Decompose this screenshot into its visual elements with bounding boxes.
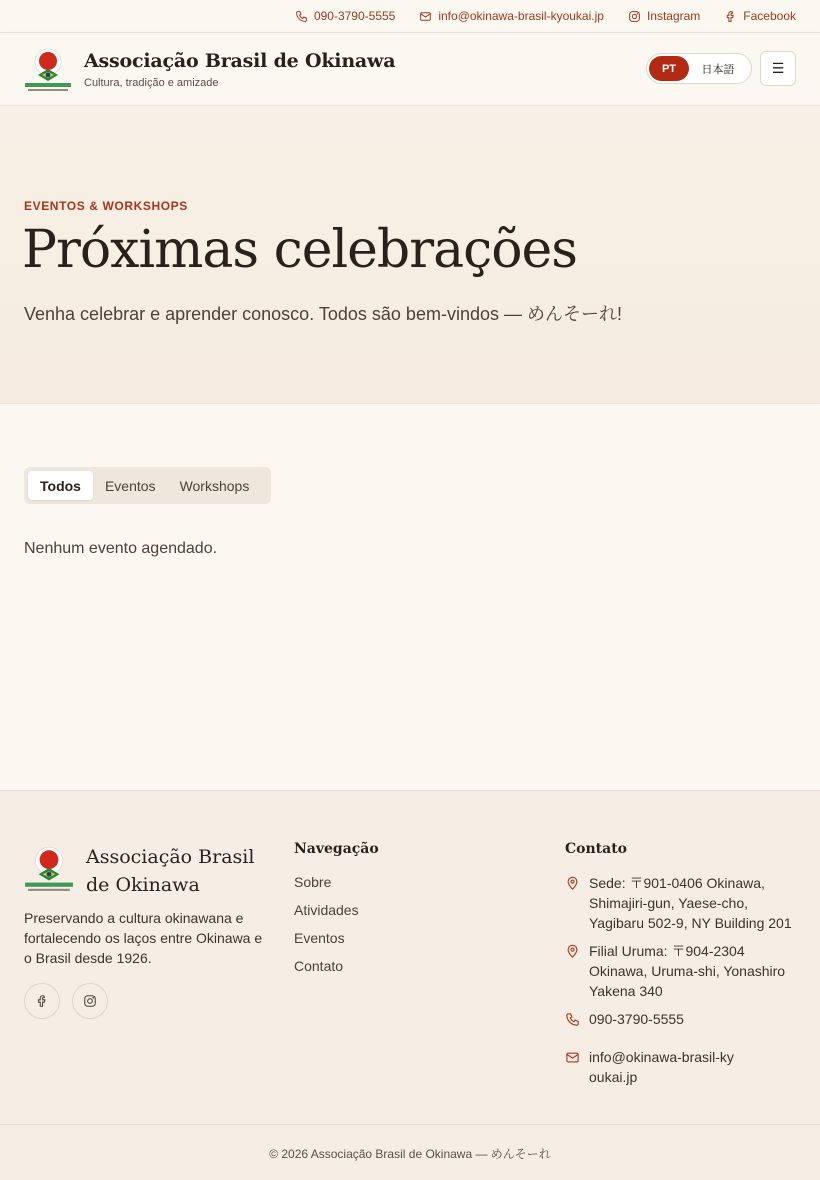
- section-eyebrow: EVENTOS & WORKSHOPS: [24, 199, 188, 213]
- footer-nav: [294, 873, 359, 985]
- topbar-facebook-link[interactable]: [724, 9, 796, 23]
- contact-filial-text: Filial Uruma: 〒904-2304 Okinawa, Uruma-shi, Yonashiro Yakena 340: [589, 943, 786, 999]
- topbar-email-label: info@okinawa-brasil-kyoukai.jp: [438, 9, 604, 23]
- footer-instagram-button[interactable]: [72, 983, 108, 1019]
- page-subtitle: Venha celebrar e aprender conosco. Todos são bem-vindos — めんそーれ!: [24, 304, 622, 324]
- topbar-instagram-link[interactable]: [628, 9, 700, 23]
- facebook-icon: [724, 10, 737, 23]
- contact-phone[interactable]: [565, 1009, 805, 1029]
- filter-eventos[interactable]: Eventos: [104, 477, 156, 494]
- association-logo[interactable]: [24, 45, 72, 93]
- footer-brand: Associação Brasil de Okinawa: [86, 846, 255, 896]
- topbar-phone-label: 090-3790-5555: [313, 9, 396, 23]
- footer-logo: [24, 843, 74, 893]
- site-footer: [0, 790, 820, 1180]
- footer-description: Preservando a cultura okinawana e fortalecendo os laços entre Okinawa e o Brasil desde 1926.: [24, 910, 263, 966]
- map-pin-icon: [565, 876, 580, 891]
- phone-icon: [295, 10, 308, 23]
- site-header: [0, 33, 820, 106]
- topbar-phone-link[interactable]: [295, 9, 395, 23]
- site-tagline: Cultura, tradição e amizade: [84, 77, 219, 89]
- menu-button[interactable]: [760, 51, 796, 86]
- copyright-text: © 2026 Associação Brasil de Okinawa — めんそーれ: [269, 1146, 551, 1161]
- contact-email-text: info@okinawa-brasil-kyoukai.jp: [589, 1049, 734, 1085]
- contact-sede: [565, 873, 805, 933]
- footer-contact-title: Contato: [565, 841, 628, 857]
- footer-nav-title: Navegação: [294, 841, 379, 857]
- footer-link-eventos[interactable]: Eventos: [294, 930, 345, 946]
- instagram-icon: [83, 994, 97, 1008]
- filter-workshops[interactable]: Workshops: [179, 477, 250, 494]
- filter-todos[interactable]: Todos: [28, 471, 93, 500]
- facebook-icon: [35, 994, 49, 1008]
- page-title: Próximas celebrações: [22, 220, 577, 280]
- footer-contact-list: [565, 873, 805, 1095]
- language-switcher: [646, 53, 752, 84]
- topbar-email-link[interactable]: [419, 9, 604, 23]
- lang-pt-button[interactable]: PT: [649, 56, 689, 81]
- lang-jp-button[interactable]: 日本語: [701, 63, 735, 76]
- hamburger-icon: ☰: [771, 60, 785, 76]
- contact-phone-text: 090-3790-5555: [589, 1011, 684, 1027]
- footer-facebook-button[interactable]: [24, 983, 60, 1019]
- phone-icon: [565, 1012, 580, 1027]
- mail-icon: [419, 10, 432, 23]
- footer-link-atividades[interactable]: Atividades: [294, 902, 359, 918]
- empty-events-message: Nenhum evento agendado.: [24, 540, 218, 557]
- hero-section: [0, 106, 820, 404]
- footer-copyright-bar: [0, 1124, 820, 1180]
- topbar-facebook-label: Facebook: [743, 9, 796, 23]
- footer-link-contato[interactable]: Contato: [294, 958, 344, 974]
- contact-email[interactable]: [565, 1037, 805, 1087]
- event-filter-tabs: [24, 467, 271, 504]
- site-title[interactable]: Associação Brasil de Okinawa: [84, 50, 396, 72]
- topbar-instagram-label: Instagram: [646, 9, 701, 23]
- map-pin-icon: [565, 944, 580, 959]
- footer-link-sobre[interactable]: Sobre: [294, 874, 332, 890]
- mail-icon: [565, 1050, 580, 1065]
- contact-sede-text: Sede: 〒901-0406 Okinawa, Shimajiri-gun, Yaese-cho, Yagibaru 502-9, NY Building 201: [589, 875, 792, 931]
- contact-filial: [565, 941, 805, 1001]
- instagram-icon: [628, 10, 641, 23]
- contact-bar: [0, 0, 820, 33]
